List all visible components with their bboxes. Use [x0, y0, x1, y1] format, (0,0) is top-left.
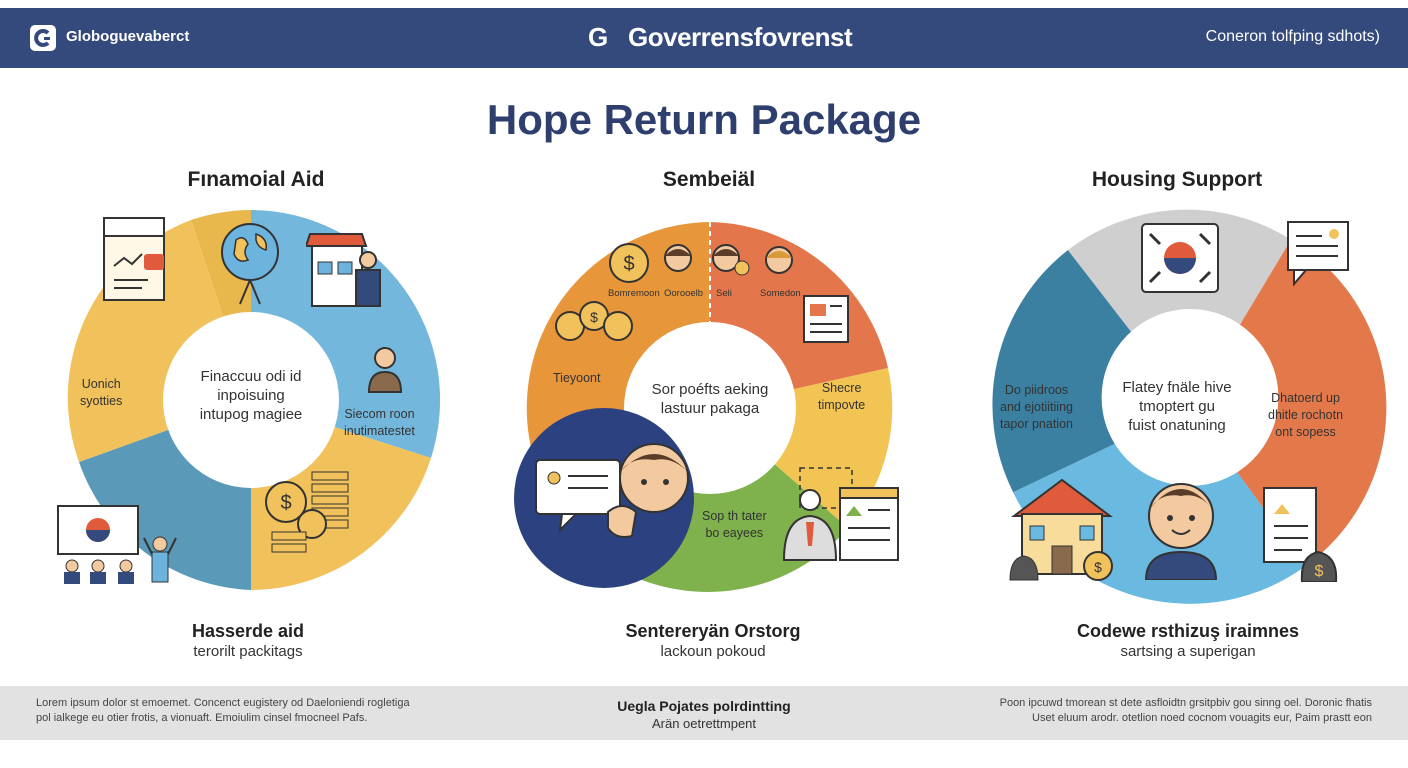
mini-label-2: Oorooelb [664, 288, 704, 299]
label-line: Tieyoont [553, 371, 601, 385]
housing-right-label [1268, 390, 1343, 441]
label-line: bo eayees [705, 526, 764, 540]
footer-line: Lorem ipsum dolor st emoemet. Concenct eugistery od Daeloniendi rogletiga [36, 697, 410, 709]
housing-left-label [1000, 382, 1073, 433]
footer-center-title: Uegla Pojates polrdintting [617, 698, 791, 714]
center-line: Finaccuu odi id [200, 368, 302, 385]
newspaper-icon [802, 294, 852, 344]
brand-logo[interactable] [30, 25, 56, 51]
label-line: Shecre [821, 381, 862, 395]
label-line: Do piidroos [1004, 383, 1069, 397]
businessman-icon [365, 344, 405, 394]
building-person-icon [306, 232, 388, 310]
section-title-housing: Housing Support [1091, 168, 1263, 191]
house-money-icon [1006, 476, 1118, 582]
speech-person-icon [532, 436, 692, 548]
chat-document-icon [1286, 220, 1352, 288]
housing-footer-subtitle: sartsing a superigan [1120, 643, 1256, 660]
svg-text:$: $ [1094, 559, 1102, 575]
label-line: syotties [80, 394, 123, 408]
document-chart-icon [102, 216, 166, 302]
center-line: Sor poéfts aeking [651, 381, 769, 398]
footer-line: Poon ipcuwd tmorean st dete asfloidtn grsitpbiv gou sinng oel. Doronic fhatis [999, 697, 1372, 709]
label-line: and ejotiitiing [1000, 400, 1073, 414]
mini-label-1: Bomremoon [608, 288, 660, 299]
header-title: Goverrensfovrenst [628, 22, 853, 52]
header-link[interactable]: Coneron tolfping sdhots) [1205, 28, 1380, 45]
page-title: Hope Return Package [486, 96, 922, 143]
label-line: ont sopess [1275, 425, 1336, 439]
label-line: timpovte [818, 398, 866, 412]
label-line: Siecom roon [344, 407, 415, 421]
section-title-social: Sembeiäl [662, 168, 756, 191]
footer-center-subtitle: Arän oetrettmpent [651, 716, 757, 731]
label-line: Sop th tater [702, 509, 767, 523]
housing-center-text [1102, 378, 1252, 435]
person-face-icon [662, 242, 694, 282]
housing-footer-title: Codewe rsthizuş iraimnes [1076, 621, 1300, 641]
center-line: lastuur pakaga [660, 400, 760, 417]
center-line: tmoptert gu [1139, 398, 1215, 415]
korean-flag-people-icon [56, 504, 182, 584]
label-line: tapor pnation [1000, 417, 1073, 431]
financial-center-text [176, 367, 326, 424]
footer-bar [0, 686, 1408, 740]
person-coin-icon [710, 242, 752, 282]
svg-text:$: $ [280, 492, 292, 514]
smiling-person-icon [1140, 474, 1222, 580]
social-footer-subtitle: lackoun pokoud [660, 643, 766, 660]
svg-text:$: $ [1314, 563, 1324, 580]
financial-left-label [80, 376, 122, 410]
label-line: Dhatoerd up [1271, 391, 1340, 405]
mini-label-4: Somedon [760, 288, 801, 299]
coins-stack-icon [554, 300, 634, 344]
dollar-coin-icon [608, 242, 650, 284]
center-line: fuist onatuning [1128, 417, 1226, 434]
center-line: inpoisuing [217, 387, 285, 404]
globe-icon [218, 220, 282, 306]
mini-label-3: Seli [716, 288, 732, 299]
svg-text:$: $ [623, 253, 635, 275]
footer-line: Uset eluum arodr. otetlion noed cocnom vouagits eur, Paim prastt eon [1032, 712, 1372, 724]
label-line: Uonich [81, 377, 121, 391]
center-line: Flatey fnäle hive [1122, 379, 1232, 396]
header-logo-letter: G [588, 22, 609, 52]
social-right-label [818, 380, 865, 414]
social-left-label [553, 370, 600, 387]
scientist-document-icon [782, 466, 902, 562]
logo-icon [30, 25, 56, 51]
social-footer-title: Sentereryän Orstorg [625, 621, 801, 641]
footer-right-text [972, 696, 1372, 726]
social-bottom-label [702, 508, 767, 542]
footer-line: pol ialkege eu otier frotis, a vionuaft. Emoiulim cinsel fmocneel Pafs. [36, 712, 368, 724]
svg-text:$: $ [590, 309, 598, 325]
financial-footer-subtitle: terorilt packitags [193, 643, 303, 660]
social-center-text [620, 380, 800, 418]
section-title-financial: Fınamoial Aid [187, 168, 325, 191]
money-coins-icon [262, 462, 358, 558]
brand-name: Globoguevaberct [66, 28, 190, 45]
child-face-icon [762, 242, 796, 282]
financial-footer-title: Hasserde aid [191, 621, 305, 641]
top-bar [0, 8, 1408, 68]
financial-right-label [344, 406, 415, 440]
label-line: dhitle rochotn [1268, 408, 1344, 422]
korean-flag-icon [1140, 222, 1220, 294]
center-line: intupog magiee [199, 406, 303, 423]
label-line: inutimatestet [344, 424, 415, 438]
document-money-icon [1262, 486, 1340, 582]
